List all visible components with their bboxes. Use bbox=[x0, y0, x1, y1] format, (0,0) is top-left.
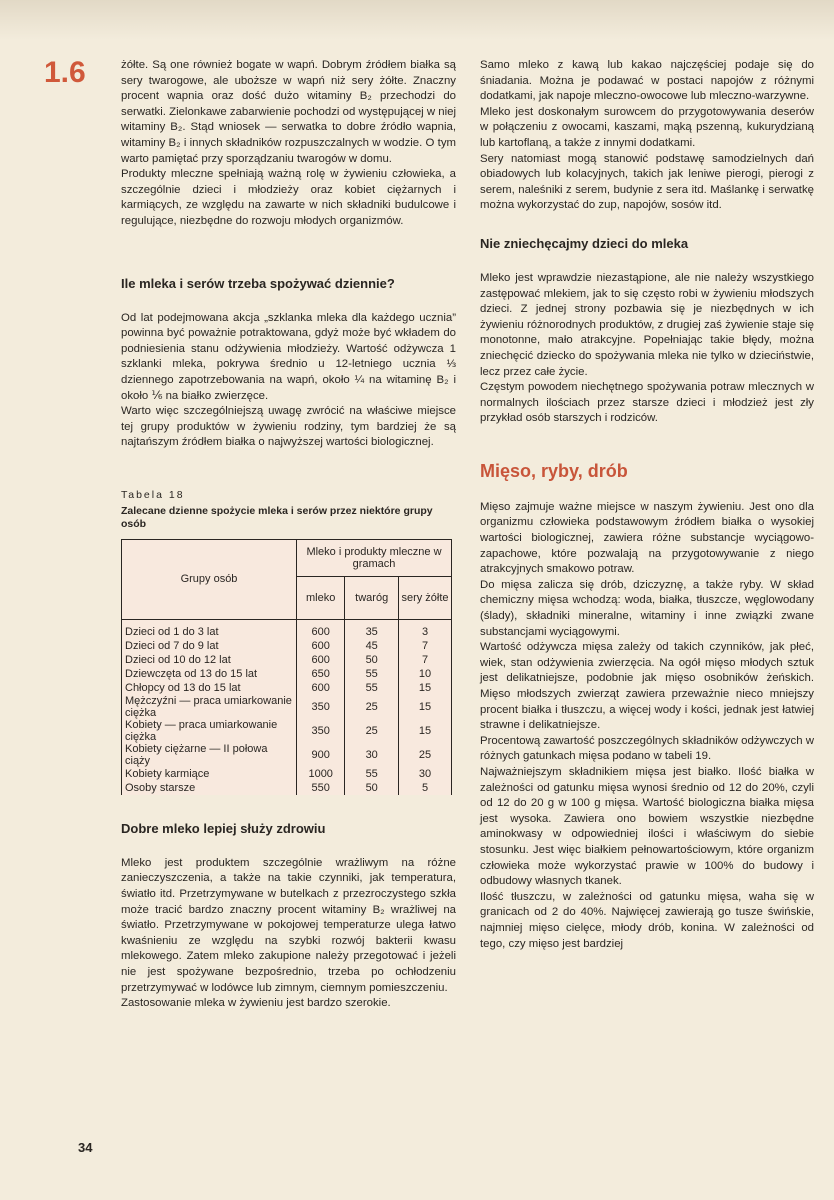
table-header-group: Grupy osób bbox=[122, 539, 297, 619]
left-column bbox=[121, 58, 456, 1012]
page-top-shadow bbox=[0, 0, 834, 40]
paragraph: Zastosowanie mleka w żywieniu jest bardzo szerokie. bbox=[121, 997, 391, 1010]
chapter-heading-meat: Mięso, ryby, drób bbox=[480, 460, 628, 481]
table-header-twarog: twaróg bbox=[345, 576, 399, 619]
table-row bbox=[122, 653, 452, 667]
heading-milk-daily: Ile mleka i serów trzeba spożywać dziennie? bbox=[121, 275, 395, 291]
table-cell-sery: 15 bbox=[399, 695, 452, 719]
paragraph: Warto więc szczególniejszą uwagę zwrócić na właściwe miejsce tej grupy produktów w żywieniu rodziny, tym bardziej że są najtańszym źródłem białka o najwyższej wartości biologicznej. bbox=[121, 405, 456, 449]
table-cell-sery: 7 bbox=[399, 639, 452, 653]
table-row bbox=[122, 781, 452, 795]
table-cell-twarog: 50 bbox=[345, 653, 399, 667]
table-row bbox=[122, 639, 452, 653]
table-cell-twarog: 55 bbox=[345, 681, 399, 695]
table-cell-group: Mężczyźni — praca umiarkowanie ciężka bbox=[122, 695, 297, 719]
table-cell-mleko: 600 bbox=[297, 681, 345, 695]
paragraph: Wartość odżywcza mięsa zależy od takich czynników, jak płeć, wiek, stan odżywienia zwierzęcia. Na ogół mięso młodych sztuk jest delikatniejsze, podobnie jak mięso osobników żeńskich. Mięso młodszych zwierząt zawiera przeważnie nieco mniejszy procent białka i tłuszczu, a więcej wody i kości, jednak jest łatwiej strawne i delikatniejsze. bbox=[480, 641, 814, 732]
table-cell-mleko: 900 bbox=[297, 743, 345, 767]
left-intro-text bbox=[121, 58, 456, 230]
paragraph: żółte. Są one również bogate w wapń. Dobrym źródłem białka są sery twarogowe, ale uboższe w wapń niż sery żółte. Znaczny procent wapnia oraz dość dużo witaminy B₂ przechodzi do serwatki. Zielonkawe zabarwienie pochodzi od występującej w niej witaminy B₂. Stąd wniosek — serwatka to dobre źródło wapnia, witaminy B₂ i innych składników rozpuszczalnych w wodzie. O tym warto pamiętać przy sporządzaniu twarogów w domu. bbox=[121, 59, 456, 165]
table-row bbox=[122, 695, 452, 719]
page-number: 34 bbox=[78, 1140, 93, 1155]
table-cell-mleko: 350 bbox=[297, 719, 345, 743]
table-cell-group: Kobiety — praca umiarkowanie ciężka bbox=[122, 719, 297, 743]
paragraph: Samo mleko z kawą lub kakao najczęściej podaje się do śniadania. Można je podawać w postaci napojów z różnymi dodatkami, jak napoje mleczno-owocowe lub mleczno-warzywne. bbox=[480, 59, 814, 103]
table-cell-group: Dzieci od 7 do 9 lat bbox=[122, 639, 297, 653]
table-cell-twarog: 45 bbox=[345, 639, 399, 653]
paragraph: Procentową zawartość poszczególnych składników odżywczych w różnych gatunkach mięsa podano w tabeli 19. bbox=[480, 734, 814, 763]
paragraph: Mięso zajmuje ważne miejsce w naszym żywieniu. Jest ono dla organizmu człowieka podstawowym źródłem białka o wysokiej wartości biologicznej, zawiera różne substancje wyciągowo-zapachowe, które pozwalają na przygotowywanie z niego atrakcyjnych smakowo potraw. bbox=[480, 500, 814, 576]
chapter-meat-text bbox=[480, 500, 814, 952]
section-good-milk-text bbox=[121, 856, 456, 1012]
table-cell-mleko: 350 bbox=[297, 695, 345, 719]
table-cell-sery: 15 bbox=[399, 681, 452, 695]
table-header-mleko: mleko bbox=[297, 576, 345, 619]
milk-intake-table bbox=[121, 539, 452, 795]
table-body bbox=[122, 619, 452, 795]
paragraph: Częstym powodem niechętnego spożywania potraw mlecznych w normalnych ilościach przez starsze dzieci i młodzież jest zły przykład osób starszych i rodziców. bbox=[480, 381, 814, 425]
table-row bbox=[122, 743, 452, 767]
table-row bbox=[122, 767, 452, 781]
table-cell-twarog: 50 bbox=[345, 781, 399, 795]
table-cell-twarog: 35 bbox=[345, 619, 399, 639]
table-row bbox=[122, 719, 452, 743]
section-milk-daily-text bbox=[121, 311, 456, 451]
table-cell-twarog: 30 bbox=[345, 743, 399, 767]
table-cell-mleko: 600 bbox=[297, 619, 345, 639]
table-cell-group: Dzieci od 1 do 3 lat bbox=[122, 619, 297, 639]
table-cell-sery: 5 bbox=[399, 781, 452, 795]
table-cell-sery: 7 bbox=[399, 653, 452, 667]
table-header-span: Mleko i produkty mleczne w gramach bbox=[297, 539, 452, 576]
table-cell-twarog: 25 bbox=[345, 719, 399, 743]
table-row bbox=[122, 619, 452, 639]
right-column bbox=[480, 58, 814, 952]
heading-good-milk: Dobre mleko lepiej służy zdrowiu bbox=[121, 820, 326, 836]
paragraph: Od lat podejmowana akcja „szklanka mleka dla każdego ucznia” powinna być poważnie potraktowana, gdyż może być wkładem do podniesienia stanu odżywienia młodzieży. Wartość odżywcza 1 szklanki mleka, pokrywa średnio u 12-letniego ucznia ⅓ dziennego zapotrzebowania na wapń, około ¼ na witaminę B₂ i około ⅙ na białko zwierzęce. bbox=[121, 311, 456, 402]
paragraph: Do mięsa zalicza się drób, dziczyznę, a także ryby. W skład chemiczny mięsa wchodzą: woda, białka, tłuszcze, węglowodany (ślady), składniki mineralne, witaminy i inne związki zwane substancjami wyciągowymi. bbox=[480, 578, 814, 638]
table-cell-mleko: 600 bbox=[297, 653, 345, 667]
table-cell-mleko: 650 bbox=[297, 667, 345, 681]
table-cell-twarog: 55 bbox=[345, 667, 399, 681]
paragraph: Mleko jest wprawdzie niezastąpione, ale nie należy wszystkiego zastępować mlekiem, jak to się często robi w żywieniu młodszych dzieci. Z jednej strony pozbawia się je niezbędnych w ich żywieniu różnorodnych produktów, z drugiej zaś żywienie staje się monotonne, mało atrakcyjne. Popełniając takie błędy, można zniechęcić dziecko do spożywania mleka nie tylko w dzieciństwie, lecz przez całe życie. bbox=[480, 271, 814, 378]
table-row bbox=[122, 681, 452, 695]
paragraph: Najważniejszym składnikiem mięsa jest białko. Ilość białka w zależności od gatunku mięsa wynosi średnio od 12 do 20%, czyli od 12 do 20 g w 100 g mięsa. Wartość biologiczna białka mięsa jest wysoka. Zawiera ono bowiem wszystkie niezbędne aminokwasy w odpowiedniej ilości i właściwym do siebie stosunku. Jest więc białkiem pełnowartościowym, które organizm człowieka może wykorzystać prawie w 100% do budowy i odbudowy własnych tkanek. bbox=[480, 765, 814, 888]
paragraph: Produkty mleczne spełniają ważną rolę w żywieniu człowieka, a szczególnie dzieci i młodzieży oraz kobiet ciężarnych i karmiących, ze względu na zawarte w nich składniki budulcowe i regulujące, niezbędne do rozwoju młodych organizmów. bbox=[121, 168, 456, 227]
section-number: 1.6 bbox=[44, 56, 86, 89]
table-cell-mleko: 600 bbox=[297, 639, 345, 653]
table-title: Zalecane dzienne spożycie mleka i serów przez niektóre grupy osób bbox=[121, 504, 433, 530]
table-cell-group: Kobiety karmiące bbox=[122, 767, 297, 781]
table-cell-group: Osoby starsze bbox=[122, 781, 297, 795]
heading-dont-discourage: Nie zniechęcajmy dzieci do mleka bbox=[480, 235, 689, 251]
table-cell-twarog: 25 bbox=[345, 695, 399, 719]
section-dont-discourage-text bbox=[480, 271, 814, 427]
table-cell-sery: 10 bbox=[399, 667, 452, 681]
table-row bbox=[122, 667, 452, 681]
right-intro-text bbox=[480, 58, 814, 214]
table-header-sery: sery żółte bbox=[399, 576, 452, 619]
table-cell-sery: 3 bbox=[399, 619, 452, 639]
table-cell-sery: 15 bbox=[399, 719, 452, 743]
table-cell-group: Dziewczęta od 13 do 15 lat bbox=[122, 667, 297, 681]
table-caption: Tabela 18 bbox=[121, 488, 185, 501]
paragraph: Ilość tłuszczu, w zależności od gatunku mięsa, waha się w granicach od 2 do 40%. Najwięcej zawierają go tusze świńskie, najmniej mięso cielęce, młody drób, konina. W zależności od tego, czy mięso jest bardziej bbox=[480, 890, 814, 950]
table-cell-sery: 30 bbox=[399, 767, 452, 781]
table-cell-group: Chłopcy od 13 do 15 lat bbox=[122, 681, 297, 695]
table-cell-mleko: 1000 bbox=[297, 767, 345, 781]
table-cell-group: Kobiety ciężarne — II połowa ciąży bbox=[122, 743, 297, 767]
paragraph: Mleko jest produktem szczególnie wrażliwym na różne zanieczyszczenia, a także na takie czynniki, jak temperatura, światło itd. Przetrzymywane w butelkach z przezroczystego szkła może tracić bardzo znaczny procent witaminy B₂ wrażliwej na światło. Przetrzymywane w pokojowej temperaturze ulega łatwo kwaśnieniu ze względu na szybki rozwój bakterii kwasu mlekowego. Zatem mleko zakupione należy przegotować i jeżeli nie jest spożywane bezpośrednio, trzeba po ochłodzeniu przetrzymywać w lodówce lub zimnym, ciemnym pomieszczeniu. bbox=[121, 856, 456, 994]
table-cell-twarog: 55 bbox=[345, 767, 399, 781]
paragraph: Mleko jest doskonałym surowcem do przygotowywania deserów w połączeniu z owocami, kaszami, mąką pszenną, kukurydzianą lub kartoflaną, a także z innymi dodatkami. bbox=[480, 105, 814, 149]
table-cell-group: Dzieci od 10 do 12 lat bbox=[122, 653, 297, 667]
paragraph: Sery natomiast mogą stanowić podstawę samodzielnych dań obiadowych lub kolacyjnych, takich jak leniwe pierogi, pierogi z serem, naleśniki z serem, budynie z sera itd. Maślankę i serwatkę można wykorzystać do zup, napojów, sosów itd. bbox=[480, 152, 814, 212]
table-cell-mleko: 550 bbox=[297, 781, 345, 795]
table-cell-sery: 25 bbox=[399, 743, 452, 767]
